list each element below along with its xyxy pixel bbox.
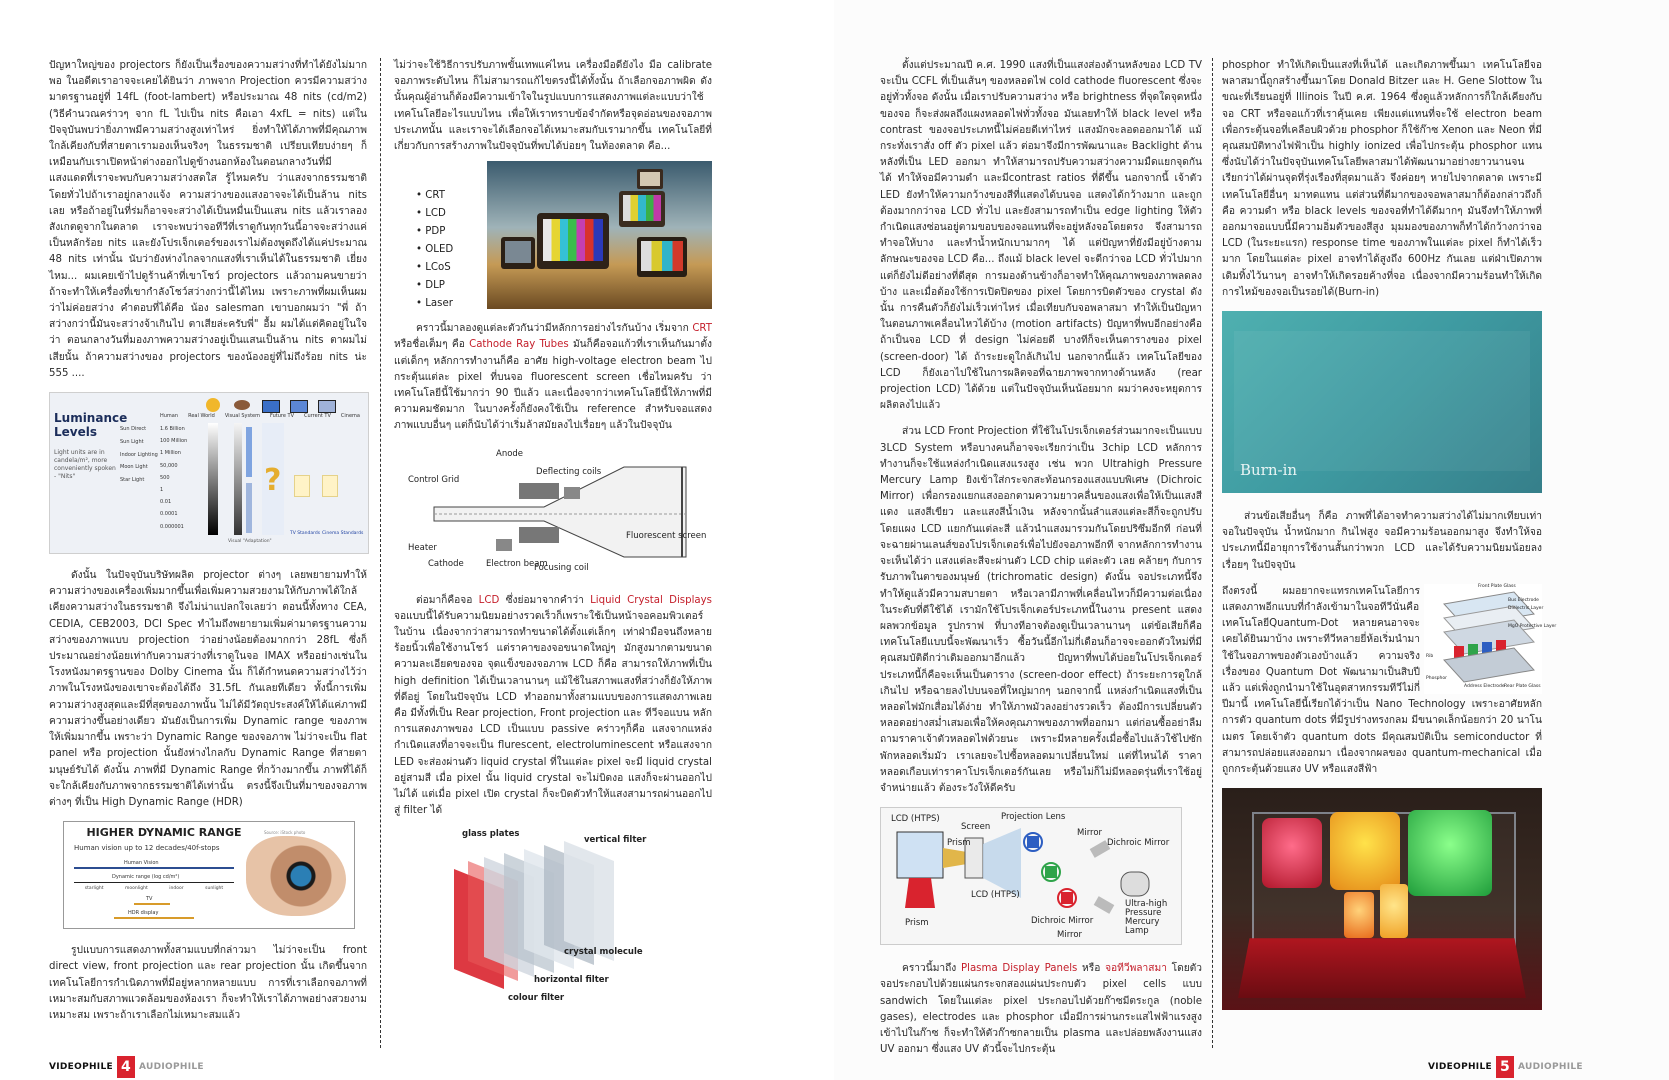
diagram-label: Cathode <box>428 558 464 569</box>
diagram-label: colour filter <box>508 993 565 1004</box>
scale-label: Sun Light <box>120 438 144 445</box>
tv-range-bar <box>134 903 170 905</box>
red-jar <box>1262 818 1322 888</box>
quantum-dot-jars-photo <box>1222 788 1542 1010</box>
hdr-display-range-bar <box>114 917 194 919</box>
list-item: • PDP <box>416 223 495 241</box>
col-header: Visual System <box>224 413 260 420</box>
liquid-crystal-displays-link: Liquid Crystal Displays <box>590 594 712 606</box>
luminance-subtitle: Light units are in candela/m², more conveniently spoken - "Nits" <box>54 449 116 481</box>
col-header: Future TV <box>270 413 295 420</box>
diagram-label: Mirror <box>1077 828 1103 839</box>
hdr-axis-ticks <box>74 886 234 891</box>
text-span: คราวนี้มาถึง <box>902 963 961 975</box>
yellow-vial <box>1380 884 1408 938</box>
hdr-bar-label: Dynamic range (log cd/m²) <box>112 874 180 881</box>
left-page-footer <box>49 1056 204 1078</box>
paragraph <box>394 321 712 434</box>
diagram-label: vertical filter <box>584 835 647 846</box>
scale-label: Star Light <box>120 477 145 484</box>
list-item: • OLED <box>416 241 495 259</box>
diagram-label: Heater <box>408 542 437 553</box>
paragraph: ไม่ว่าจะใช้วิธีการปรับภาพขั้นเทพแค่ไหน เครื่องมือดียังไง มือ calibrate จอภาพระดับไหน ก็ไม่สามารถแก้ไขตรงนี้ได้ทั้งนั้น ถ้าเลือกจอภาพผิด ดังนั้นคุณผู้อ่านก็ต้องมีความเข้าใจในรูปแบบการแสดงภาพแต่ละแบบว่าใช้เทคโนโลยีอะไรแบบไหน เพื่อให้เราทราบข้อจำกัดหรือจุดอ่อนของจอภาพประเภทนั้น และเราจะได้เลือกจอได้เหมาะสมกับเรามากขึ้น เทคโนโลยีที่เกี่ยวกับการสร้างภาพในปัจจุบันที่พบได้บ่อยๆ ในท้องตลาด คือ... <box>394 60 712 153</box>
higher-dynamic-range-figure <box>63 821 355 929</box>
hdr-bar-label: HDR display <box>128 910 159 917</box>
sun-icon <box>206 398 220 412</box>
luminance-levels-figure <box>49 392 369 554</box>
visual-system-bar <box>234 423 242 535</box>
diagram-label: Focusing coil <box>534 562 589 573</box>
tv-screen <box>505 241 531 263</box>
crt-diagram <box>404 445 707 575</box>
scale-value: 0.000001 <box>160 523 184 530</box>
eye-photo <box>246 836 346 916</box>
crt-tube-drawing <box>404 445 707 575</box>
plasma-tv-link: จอทีวีพลาสมา <box>1105 963 1167 975</box>
list-item: • DLP <box>416 277 495 295</box>
burn-in-photo <box>1222 311 1542 493</box>
text-span: จอแบบนี้ได้รับความนิยมอย่างรวดเร็วก็เพราะใช้เป็นหน้าจอคอมพิวเตอร์ในบ้าน เนื่องจากว่าสามารถทำขนาดได้ตั้งแต่เล็กๆ เท่าฝ่ามือจนถึงหลายร้อยนิ้วเพื่อใช้งานโชว์ แต่ราคาของจอขนาดใหญ่ๆ มักสูงมากตามขนาดความละเอียดของจอ จุดแข็งของจอภาพ LCD ก็คือ สามารถให้ภาพที่เป็น high definition ได้เป็นเวลานานๆ แม้ใช้ในสภาพแสงที่สว่างก็ยังให้ภาพที่ดีอยู่ โดยในปัจจุบัน LCD ทำออกมาทั้งสามแบบของการแสดงภาพเลยคือ มีทั้งที่เป็น Rear projection, Front projection และ ทีวีจอแบน หลักการแสดงภาพของ LCD เป็นแบบ passive คร่าวๆก็คือ แสงจากแหล่งกำเนิดแสงที่อาจจะเป็น flurescent, electroluminescent หรือแสงจาก LED จะส่องผ่านตัว liquid crystal ที่ในแต่ละ pixel จะมี liquid crystal อยู่สามสี เมื่อ pixel นั้น liquid crystal จะไม่บิดงอ แสงก็จะผ่านออกไปไม่ได้ แต่เมื่อ pixel เปิด crystal ก็จะบิดตัวทำให้แสงสามารถผ่านออกไปสู่ filter ได้ <box>394 610 712 817</box>
tv-standards-label: TV Standards <box>290 531 321 537</box>
text-span: หรือชื่อเต็มๆ คือ <box>394 339 470 351</box>
pdp-structure-diagram <box>1424 583 1557 694</box>
diagram-label: Mirror <box>1057 930 1083 941</box>
tv-body <box>501 237 535 269</box>
col-header: Current TV <box>304 413 331 420</box>
hdr-bar-label: TV <box>146 896 153 903</box>
paragraph <box>394 593 712 820</box>
tv-body <box>619 191 665 227</box>
col-header: Real World <box>188 413 215 420</box>
diagram-label: horizontal filter <box>534 975 609 986</box>
diagram-label: Deflecting coils <box>536 466 602 477</box>
visual-adaptation-label: Visual "Adaptation" <box>228 539 272 545</box>
page-number: 5 <box>1496 1056 1514 1078</box>
col-header: Cinema <box>340 413 360 420</box>
right-page <box>834 0 1669 1080</box>
cinema-icon <box>318 400 336 413</box>
footer-brand-sub: AUDIOPHILE <box>1518 1062 1583 1072</box>
tv-icon <box>290 400 308 413</box>
diagram-label: Address Electrode <box>1464 683 1505 689</box>
tv-body <box>537 213 609 269</box>
luminance-scale-labels <box>120 423 158 487</box>
scale-value: 100 Million <box>160 438 188 445</box>
text-span: ถึงตรงนี้ ผมอยากจะแทรกเทคโนโลยีการแสดงภาพอีกแบบที่กำลังเข้ามาในจอทีวีนั่นคือ เทคโนโลยีQuantum-Dot หลายคนอาจจะเคยได้ยินมาบ้าง เพราะทีวีหลายยี่ห้อเริ่มนำมาใช้ในจอภาพของตัวเองบ้างแล้ว ความจริงเรื่องของ Quantum Dot พัฒนามาเป็นสิบปีแล้ว แต่เพิ่งถูกนำมาใช้ในอุตสาหกรรมทีวีไม่กี่ปีมานี้ เทคโนโลยีนี้เรียกได้ว่าเป็น Nano Technology เพราะอาศัยหลักการตัว quantum dots ที่มีรูปร่างทรงกลม มีขนาดเล็กน้อยกว่า 20 นาโนเมตร โดยเจ้าตัว quantum dots มีคุณสมบัติเป็น semiconductor ที่สามารถปล่อยแสงออกมา เนื่องจากผลของ quantum-mechanical เมื่อถูกกระตุ้นด้วยแสง UV หรือแสงสีฟ้า <box>1222 585 1542 776</box>
paragraph: ปัญหาใหญ่ของ projectors ก็ยังเป็นเรื่องของความสว่างที่ทำได้ยังไม่มากพอ ในอดีตเราอาจจะเคยได้ยินว่า ภาพจาก Projection ควรมีความสว่างมาตรฐานอยู่ที่ 14fL (foot-lambert) หรือประมาณ 48 nits (cd/m2) (วิธีคำนวณคร่าวๆ จาก fL ไปเป็น nits คือเอา 4xfL = nits) แต่ในปัจจุบันพบว่ายิ่งภาพมีความสว่างสูงเท่าไหร่ ยิ่งทำให้ได้ภาพที่มีคุณภาพใกล้เคียงกับที่สายตาเรามองเห็นจริงๆ ในธรรมชาติ เปรียบเทียบง่ายๆ ก็เหมือนกับเราเปิดหน้าต่างออกไปดูข้างนอกห้องในตอนกลางวันที่มีแสงแดดที่เราจะพบกับความสว่างสดใส รู้ไหมครับ ว่าแสงจากธรรมชาติโดยทั่วไปถ้าเราอยู่กลางแจ้ง ความสว่างของแสงอาจจะได้เป็นล้าน nits เลย หรือถ้าอยู่ในที่ร่มก็อาจจะสว่างได้เป็นหมื่นเป็นแสน nits แล้วเราลองสังเกตดูจากในตลาด เราจะพบว่าจอทีวีที่เราดูกันทุกวันนี้อาจจะสว่างแค่เป็นหลักร้อย nits และยังโปรเจ็กเตอร์ของเราไม่ต้องพูดถึงได้แค่ประมาณ 48 nits เท่านั้น นับว่ายังห่างไกลจากแสงที่เราเห็นได้ในธรรมชาติ เยี่ยงไหม... ผมเคยเข้าไปดูร้านค้าที่เขาโชว์ projectors แล้วถามคนขายว่า ถ้าจะทำให้เครื่องที่เขากำลังโชว์สว่างกว่านี้ได้ไหม เพราะภาพที่ผมเห็นผมว่าไม่ค่อยสว่าง คำตอบที่ได้คือ น้อง salesman เขาบอกผมว่า "พี่ ถ้าสว่างกว่านี้มันจะสว่างจ้าเกินไป ตาเสียล่ะครับพี่" อื้ม ผมได้แต่คิดอยู่ในใจว่า ตอนกลางวันที่มองภาพความสว่างอยู่เป็นแสนเป็นล้าน nits ตาผมไม่เสียนั้น ถ้าความสว่างของ projectors ของน้องอยู่ที่ไม่ถึงร้อย nits น่ะ 555 .... <box>49 60 367 379</box>
lcd-layers-diagram <box>424 829 664 1005</box>
scale-value: 0.0001 <box>160 511 178 518</box>
scale-value: 500 <box>160 474 170 481</box>
left-col-1 <box>49 58 367 1048</box>
axis-line <box>74 882 234 883</box>
diagram-label: Control Grid <box>408 474 460 485</box>
col-header: Human <box>160 413 179 420</box>
diagram-label: crystal molecule <box>564 947 643 958</box>
text-span: หรือ <box>1077 963 1106 975</box>
screen-glare <box>1234 331 1530 471</box>
crt-link: CRT <box>692 323 712 335</box>
column-divider <box>1212 58 1213 1048</box>
question-mark-icon: ? <box>264 463 282 499</box>
diagram-label: Fluorescent screen <box>626 530 707 541</box>
display-tech-list <box>416 187 495 313</box>
paragraph: ส่วนข้อเสียอื่นๆ ก็คือ ภาพที่ได้อาจทำความสว่างได้ไม่มากเทียบเท่าจอในปัจจุบัน น้ำหนักมาก กินไฟสูง จอมีความร้อนออกมาสูง จึงทำให้จอประเภทนี้มีอายุการใช้งานสั้นกว่าพวก LCD และได้รับความนิยมน้อยลงเรื่อยๆ ในปัจจุบัน <box>1222 511 1542 571</box>
green-jar <box>1408 810 1492 896</box>
paragraph: phosphor ทำให้เกิดเป็นแสงที่เห็นได้ และเกิดภาพขึ้นมา เทคโนโลยีจอพลาสมานี้ถูกสร้างขึ้นมาโดย Donald Bitzer และ H. Gene Slottow ในขณะที่เรียนอยู่ที่ Illinois ในปี ค.ศ. 1964 ซึ่งดูแล้วหลักการก็ใกล้เคียงกับจอ CRT หรือจอแก้วที่เราคุ้นเคย เพียงแต่แทนที่จะใช้ electron beam เพื่อกระตุ้นจอที่เคลือบผิวด้วย phosphor ก็ใช้ก๊าซ Xenon และ Neon ที่มีคุณสมบัติทางไฟฟ้าเป็น highly ionized เพื่อไปกระตุ้น phosphor แทน ซึ่งนับได้ว่าในปัจจุบันเทคโนโลยีพลาสมาได้พัฒนามาอย่างยาวนานจนเรียกว่าได้ผ่านจุดที่รุ่งเรืองที่สุดมาแล้ว จึงค่อยๆ หายไปจากตลาด เพราะมีเทคโนโลยีอื่นๆ มาทดแทน แต่ส่วนที่ดีมากของจอพลาสมาก็ต้องกล่าวถึงก็คือ ความดำ หรือ black levels ของจอที่ทำได้ดีมากๆ มันจึงทำให้ภาพที่ออกมาจอแบบนี้มีความอิ่มตัวของสีสูง มุมมองของภาพก็ทำได้กว้างกว่าจอ LCD (ในระยะแรก) response time ของภาพในแต่ละ pixel ก็ทำได้เร็วมาก โดยในแต่ละ pixel อาจทำได้สูงถึง 600Hz กันเลย แต่ฝ่าเปิดภาพเดิมทิ้งไว้นานๆ อาจทำให้เกิดรอยค้างที่จอ เนื่องจากมีความร้อนทำให้เกิดการไหม้ของจอเป็นรอยได้(Burn-in) <box>1222 60 1542 298</box>
diagram-label: Prism <box>947 838 971 849</box>
paragraph <box>880 961 1202 1058</box>
paragraph: ตั้งแต่ประมาณปี ค.ศ. 1990 แสงที่เป็นแสงส่องด้านหลังของ LCD TV จะเป็น CCFL ที่เป็นเส้นๆ ของหลอดไฟ cold cathode fluorescent ซึ่งจะอยู่ทั่วทั้งจอ ดังนั้น เมื่อเราปรับความสว่าง หรือ brightness ที่จุดใดจุดหนึ่งของจอ ก็จะส่งผลถึงแผงหลอดไฟทั่วทั้งจอ มันเลยทำให้ black level หรือ contrast ของจอประเภทนี้ไม่ค่อยดีเท่าไหร่ แสงมักจะลอดออกมาได้ แม้กระทั่งเราสั่ง off ตัว pixel แล้ว ต่อมาจึงมีการพัฒนาและ Backlight ด้านหลังที่เป็น LED ออกมา ทำให้สามารถปรับความสว่างความมืดแยกจุดกันได้ ทำให้จอมีความดำ และมีcontrast ratios ที่ดีขึ้น นอกจากนี้ เจ้าตัว LED ยังทำให้ความกว้างของสีที่แสดงได้บนจอ แสดงได้กว้างมาก และถูกต้องมากกว่าจอ LCD ทั่วไป และยังสามารถทำเป็น edge lighting ให้ตัวกำเนิดแสงซ่อนอยู่ตามขอบของจอแทนที่จะอยู่หลังจอโดยตรง จึงสามารถทำจอให้บาง และทำน้ำหนักเบามากๆ ได้ แต่ปัญหาที่ยังมีอยู่บ้างตามลักษณะของจอ LCD คือ... ถึงแม้ black level จะดีกว่าจอ LCD ทั่วไปมาก แต่ก็ยังไม่ดีอย่างที่ดีสุด การมองด้านข้างก็อาจทำให้คุณภาพของภาพลดลงบ้าง และเมื่อต้องใช้การเปิดปิดของ pixel โดยการบิดตัวของ crystal ดังนั้น การคืนตัวก็ยังไม่เร็วเท่าไหร่ เมื่อเทียบกับจอพลาสมา ทำให้เป็นปัญหาในตอนภาพเคลื่อนไหวได้บ้าง (motion artifacts) ปัญหาที่พบอีกอย่างคือ ถ้าเป็นจอ LCD ที่ design ไม่ค่อยดี บางทีก็จะเห็นตารางของ pixel (screen-door) ได้ ถ้าระยะดูใกล้เกินไป นอกจากนี้แล้ว เทคโนโลยีของ LCD ก็ยังเอาไปใช้ในการผลิตจอที่ฉายภาพจากทางด้านหลัง (rear projection LCD) ได้ด้วย แต่ในปัจจุบันเห็นน้อยมาก ผมว่าคงจะหยุดการผลิตลงไปแล้ว <box>880 60 1202 412</box>
diagram-label: Dichroic Mirror <box>1031 916 1094 927</box>
burn-in-caption: Burn-in <box>1240 461 1298 480</box>
yellow-jar <box>1330 812 1400 890</box>
list-item: • CRT <box>416 187 495 205</box>
scale-value: 50,000 <box>160 462 178 469</box>
list-item: • LCD <box>416 205 495 223</box>
cathode-ray-tubes-link: Cathode Ray Tubes <box>469 339 569 351</box>
paragraph: ส่วน LCD Front Projection ที่ใช้ในโปรเจ็กเตอร์ส่วนมากจะเป็นแบบ 3LCD System หรือบางคนก็อาจจะเรียกว่าเป็น 3chip LCD หลักการทำงานก็จะใช้แหล่งกำเนิดแสงแรงสูง เช่น พวก Ultrahigh Pressure Mercury Lamp ยิงเข้าใส่กระจกสะท้อนกรองแสงแบบพิเศษ (Dichroic Mirror) เพื่อกรองแยกแสงออกตามความยาวคลื่นของแสงเพื่อให้เป็นแสงสีแดง แสงสีเขียว และแสงสีน้ำเงิน หลังจากนั้นลำแสงแต่ละสีก็จะถูกปรับ โดยแผง LCD แยกกันแต่ละสี แล้วนำแสงมารวมกันโดยปริซึมอีกที ก่อนที่จะฉายผ่านเลนส์ของโปรเจ็กเตอร์เพื่อไปยังจอภาพอีกที จากหลักการทำงานจะเห็นได้ว่า แสงแต่ละสีจะผ่านตัว LCD chip แต่ละตัว เลย คล้ายๆ กับการรับภาพในตาของมนุษย์ (trichromatic design) ดังนั้น จอประเภทนี้จึงทำให้ดูแล้วมีความสบายตา หรือเวลามีภาพที่เคลื่อนไหวก็มีความต่อเนื่องในระดับที่ดีใช้ได้ เรามักใช้โปรเจ็กเตอร์ประเภทนี้ในงาน present แสดงผลพวกข้อมูล รูปกราฟ ที่บางทีอาจต้องดูเป็นเวลานานๆ แต่ข้อเสียก็คือ เทคโนโลยีแบบนี้จะพัฒนาเร็ว ซื้อวันนี้อีกไม่กี่เดือนก็อาจจะออกตัวใหม่ที่มีคุณสมบัติดีกว่าเดิมออกมาอีกแล้ว ปัญหาที่พบได้บ่อยในโปรเจ็กเตอร์ประเภทนี้ก็คือจะเห็นเป็นตาราง (screen-door effect) ถ้าระยะการดูใกล้เกินไป หรือฉายลงไปบนจอที่ใหญ่มากๆ นอกจากนี้ แหล่งกำเนิดแสงที่เป็นหลอดไฟมักเสื่อมได้ง่าย ทำให้ภาพมัวลงอย่างรวดเร็ว ต้องมีการเปลี่ยนตัวหลอดอย่างสม่ำเสมอเพื่อให้คงคุณภาพของภาพที่ออกมา แต่ก่อนซื้ออย่าลืมถามราคาเจ้าตัวหลอดไฟด้วยนะ เพราะมีหลายครั้งเมื่อซื้อไปแล้วใช้ไปซักพักหลอดเริ่มมัว เราเลยจะไปซื้อหลอดมาเปลี่ยนใหม่ แต่ที่ไหนได้ ราคาหลอดเกือบเท่าราคาโปรเจ็กเตอร์กันเลย หรือไม่ก็ไม่มีหลอดรุ่นที่เราใช้อยู่จำหน่ายแล้ว ต้องระวังให้ดีครับ <box>880 426 1202 794</box>
text-span: โดยตัวจอประกอบไปด้วยแผ่นกระจกสองแผ่นประกบตัว pixel cells แบบ sandwich โดยในแต่ละ pixel ประกอบไปด้วยก๊าซมีตระกูล (noble gases), electrodes และ phosphor เมื่อมีการผ่านกระแสไฟฟ้าแรงสูงเข้าไปในก๊าซ ก็จะทำให้ตัวก๊าซกลายเป็น plasma และปล่อยพลังงานแสง UV ออกมา ซึ่งแสง UV ตัวนี้จะไปกระตุ้น <box>880 963 1202 1056</box>
tv-body <box>637 169 663 189</box>
diagram-label: Ultra-high Pressure Mercury Lamp <box>1125 899 1168 937</box>
tick-label: indoor <box>169 886 184 892</box>
real-world-gradient-bar <box>208 423 218 535</box>
footer-brand: VIDEOPHILE <box>1428 1062 1492 1072</box>
diagram-label: MgO Protective Layer <box>1508 623 1557 629</box>
right-page-footer <box>1428 1056 1583 1078</box>
night-vision-bar <box>246 483 252 533</box>
list-item: • Laser <box>416 295 495 313</box>
diagram-label: Front Plate Glass <box>1478 583 1516 589</box>
day-vision-bar <box>246 427 252 477</box>
scale-value: 1 Million <box>160 450 181 457</box>
text-span: มันก็คือจอแก้วที่เราเห็นกันมาตั้งแต่เด็กๆ หลักการทำงานก็คือ อาศัย high-voltage electron beam ไปกระตุ้นแต่ละ pixel ที่บนจอ fluorescent screen เชื่อไหมครับ ว่าเทคโนโลยีนี้ใช้มากว่า 90 ปีแล้ว และเนื่องจากว่าเทคโนโลยีนี้ให้ภาพที่มีความคมชัดมาก ในบางครั้งก็ยังคงใช้เป็น reference สำหรับจอแสดงภาพแบบอื่นๆ แต่ก็นับได้ว่าเริ่มล้าสมัยลงไปเรื่อยๆ แล้วในปัจจุบัน <box>394 339 712 432</box>
tick-label: starlight <box>84 886 104 892</box>
tick-label: moonlight <box>125 886 148 892</box>
crt-tvs-photo <box>487 161 712 309</box>
eye-icon <box>234 400 250 410</box>
paragraph: รูปแบบการแสดงภาพทั้งสามแบบที่กล่าวมา ไม่ว่าจะเป็น front direct view, front projection และ rear projection นั้น เกิดขึ้นจากเทคโนโลยีการกำเนิดภาพที่มีอยู่หลากหลายแบบ การที่เราเลือกจอภาพที่เหมาะสมกับสภาพแวดล้อมของห้องเรา ก็จะทำให้เราได้ภาพอย่างสวยงามเหมาะสม เพราะถ้าเราเลือกไม่เหมาะสมแล้ว <box>49 945 367 1021</box>
diagram-label: glass plates <box>462 829 520 840</box>
diagram-label: Dichroic Mirror <box>1107 838 1170 849</box>
diagram-label: LCD (HTPS) <box>891 814 940 825</box>
human-vision-bar <box>74 867 234 869</box>
text-span: ซึ่งย่อมาจากคำว่า <box>499 594 591 606</box>
3lcd-projector-diagram <box>880 807 1182 945</box>
diagram-label: LCD (HTPS) <box>971 890 1020 901</box>
scale-value: 1 <box>160 487 164 494</box>
left-page <box>0 0 834 1080</box>
tech-list-block <box>394 161 712 313</box>
diagram-label: Bus Electrode <box>1508 597 1539 603</box>
cinema-standards-label: Cinema Standards <box>322 531 364 537</box>
list-item: • LCoS <box>416 259 495 277</box>
hdr-bar-label: Human Vision <box>124 860 159 867</box>
diagram-label: Anode <box>496 448 524 459</box>
tick-label: sunlight <box>205 886 224 892</box>
footer-brand: VIDEOPHILE <box>49 1062 113 1072</box>
paragraph: ดังนั้น ในปัจจุบันบริษัทผลิต projector ต่างๆ เลยพยายามทำให้ความสว่างของเครื่องเพิ่มมากขึ้นเพื่อเพิ่มความสวยงามให้กับภาพได้ใกล้เคียงความสว่างในธรรมชาติ จึงไม่น่าแปลกใจเลยว่า ตอนนี้ทั้งทาง CEA, CEDIA, CEB2003, DCI Spec ทำไมถึงพยายามเพิ่มค่ามาตรฐานความสว่างของภาพแบบ projection ว่าอย่างน้อยต้องมากกว่า 28fL ซึ่งก็ประมาณอย่างน้อยเท่ากับความสว่างที่เราดูในจอ IMAX หรืออย่างเช่นในโรงหนังมาตรฐานของ Dolby Cinema นั้น ก็ได้กำหนดความสว่างไว้ว่าภาพในโรงหนังของเขาจะต้องได้ถึง 31.5fL กันเลยทีเดียว ทั้งนี้การเพิ่มความสว่างสูงสุดและมีที่สุดของภาพนั้น ไม่ได้มีวัตถุประสงค์ให้ได้แค่ภาพมีความสว่างขึ้นอย่างเดียว มันยังเป็นการเพิ่ม Dynamic range ของภาพให้เพิ่มมากขึ้น เพราะว่า Dynamic Range ของจอภาพ ไม่ว่าจะเป็น flat panel หรือ projection นั้นยังห่างไกลกับ Dynamic Range ที่สายตามนุษย์รับได้ ดังนั้น ภาพที่มี Dynamic Range ที่กว้างมากขึ้น ภาพที่ได้ก็จะใกล้เคียงกับภาพจากธรรมชาติได้เท่านั้น ตรงนี้จึงเป็นที่มาของจอภาพต่างๆ ที่เป็น High Dynamic Range (HDR) <box>49 570 367 808</box>
tv-icon <box>262 400 280 413</box>
cinema-box <box>322 475 338 497</box>
scale-label: Indoor Lighting <box>120 451 158 458</box>
hdr-title: HIGHER DYNAMIC RANGE <box>86 826 242 840</box>
left-col-2 <box>394 58 712 1048</box>
scale-value: 0.01 <box>160 499 172 506</box>
orange-vial <box>1344 892 1374 938</box>
current-tv-box <box>294 475 310 497</box>
diagram-label: Prism <box>905 918 929 929</box>
image-source: Source: iStock photo <box>264 830 306 836</box>
footer-brand-sub: AUDIOPHILE <box>139 1062 204 1072</box>
diagram-label: Rear Plate Glass <box>1504 683 1541 689</box>
diagram-label: Electron beam <box>486 558 548 569</box>
text-span: ต่อมาก็คือจอ <box>416 594 479 606</box>
color-bars-screen <box>623 195 661 221</box>
luminance-column-headers <box>160 413 360 419</box>
right-col-1 <box>880 58 1202 1056</box>
plasma-display-panels-link: Plasma Display Panels <box>960 963 1078 975</box>
diagram-label: Phosphor <box>1426 675 1447 681</box>
diagram-label: Screen <box>961 822 991 833</box>
tv-body <box>637 237 687 277</box>
luminance-title: Luminance Levels <box>54 411 128 440</box>
quantum-dot-section <box>1222 583 1557 778</box>
page-number: 4 <box>117 1056 135 1078</box>
diagram-label: Projection Lens <box>1001 812 1066 823</box>
scale-label: Sun Direct <box>120 426 147 433</box>
scale-label: Moon Light <box>120 464 148 471</box>
diagram-label: Dielectric Layer <box>1508 605 1544 611</box>
color-bars-screen <box>641 241 683 271</box>
text-span: คราวนี้มาลองดูแต่ละตัวกันว่ามีหลักการอย่างไรกันบ้าง เริ่มจาก <box>416 323 693 335</box>
diagram-label: Rib <box>1426 653 1434 659</box>
color-bars-screen <box>543 219 603 261</box>
hdr-subtitle: Human vision up to 12 decades/40f-stops <box>74 844 220 853</box>
column-divider <box>380 58 381 1048</box>
luminance-values <box>160 423 187 533</box>
tv-screen <box>640 172 660 186</box>
lcd-link: LCD <box>478 594 500 606</box>
red-cloth <box>1238 938 1526 998</box>
scale-value: 1.6 Billion <box>160 426 185 433</box>
right-col-2 <box>1222 58 1557 1048</box>
